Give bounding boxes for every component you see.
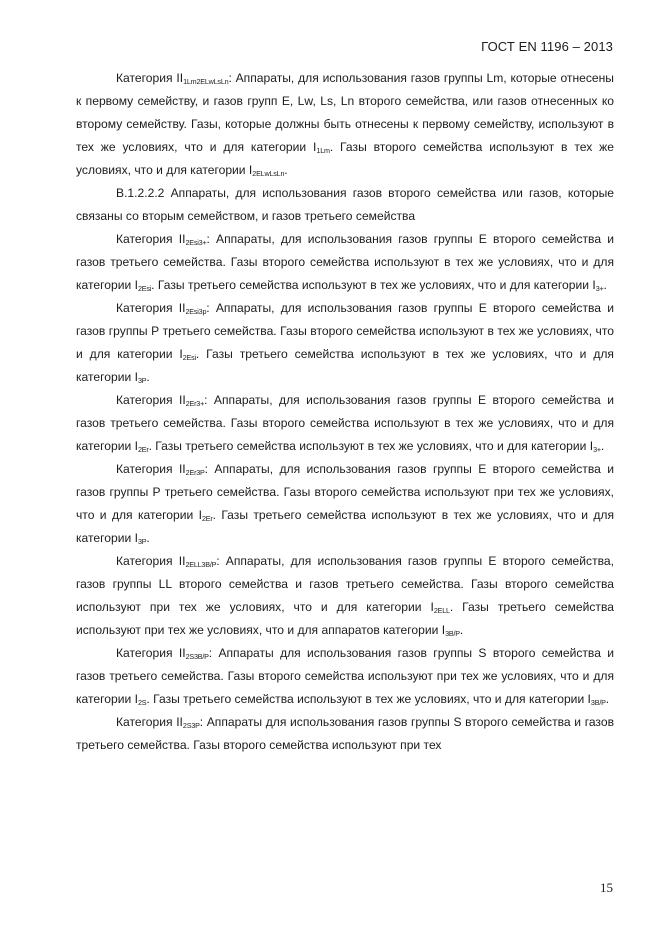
paragraph-text: : Аппараты, для использования газов группы Е второго семейства и газов группы Р третьего семейства. Газы второго семейства используют при тех же условиях, что и для категории I xyxy=(76,462,615,522)
category-subscript: 1Lm xyxy=(316,146,330,155)
category-subscript: 2ELL3B/P xyxy=(185,560,217,569)
paragraph-text: : Аппараты, для использования газов группы Е второго семейства и газов группы Р третьего семейства. Газы второго семейства используют в тех же условиях, что и для категории I xyxy=(76,301,614,361)
category-subscript: 3B/P xyxy=(590,698,606,707)
category-subscript: 2Esi xyxy=(182,353,196,362)
paragraph xyxy=(76,228,614,297)
paragraph-text: . xyxy=(605,692,610,706)
paragraph-text: . xyxy=(600,439,605,453)
category-subscript: 2Esi xyxy=(137,284,152,293)
category-subscript: 2Er3P xyxy=(185,468,205,477)
category-subscript: 2S xyxy=(137,698,147,707)
paragraph-text: . xyxy=(459,623,464,637)
category-subscript: 2Esi3+ xyxy=(185,238,207,247)
paragraph-text: . Газы третьего семейства используют в тех же условиях, что и для категории I xyxy=(146,692,591,706)
category-subscript: 2ELwLsLn xyxy=(252,169,285,178)
paragraph-text: : Аппараты, для использования газов группы Е второго семейства, газов группы LL второго семейства и газов третьего семейства. Газы второго семейства используют при тех же условиях, что и для категории I xyxy=(76,554,614,614)
category-subscript: 2S3P xyxy=(182,721,200,730)
paragraph xyxy=(76,389,614,458)
paragraph-text: . xyxy=(284,163,288,177)
paragraph-text: . xyxy=(603,278,607,292)
category-subscript: 2Er xyxy=(137,445,149,454)
paragraph-text: . xyxy=(146,531,150,545)
page-number: 15 xyxy=(600,880,613,895)
paragraph-text: В.1.2.2.2 Аппараты, для использования газов второго семейства или газов, которые связаны со вторым семейством, и газов третьего семейства xyxy=(76,186,614,223)
paragraph xyxy=(76,458,614,550)
document-header: ГОСТ EN 1196 – 2013 xyxy=(481,39,613,54)
paragraph-text: : Аппараты, для использования газов группы Lm, которые отнесены к первому семейству, и газов групп Е, Lw, Ls, Ln второго семейства, или газов отнесенных ко второму семейству. Газы, которые должны быть отнесены к первому семейству, используют в тех же условиях, что и для категории I xyxy=(76,71,614,154)
category-subscript: 2S3B/P xyxy=(185,652,209,661)
paragraph-text: . Газы третьего семейства используют в тех же условиях, что и для категории I xyxy=(76,347,614,384)
category-subscript: 2Er xyxy=(201,514,213,523)
paragraph-text: Категория II xyxy=(116,646,186,660)
paragraph-text: . Газы третьего семейства используют в тех же условиях, что и для категории I xyxy=(76,508,614,545)
category-subscript: 3P xyxy=(137,537,147,546)
paragraph-text: Категория II xyxy=(116,462,186,476)
paragraph xyxy=(76,182,614,228)
body-text xyxy=(76,67,614,757)
paragraph-text: Категория II xyxy=(116,232,186,246)
category-subscript: 3+ xyxy=(593,445,601,454)
category-subscript: 2Er3+ xyxy=(185,399,205,408)
paragraph-text: . Газы третьего семейства используют в тех же условиях, что и для категории I xyxy=(148,439,594,453)
category-subscript: 2Esi3p xyxy=(185,307,207,316)
paragraph-text: : Аппараты, для использования газов группы Е второго семейства и газов третьего семейства. Газы второго семейства используют в тех же условиях, что и для категории I xyxy=(76,393,614,453)
paragraph-text: . Газы второго семейства используют в тех же условиях, что и для категории I xyxy=(76,140,614,177)
paragraph-text: : Аппараты для использования газов группы S второго семейства и газов третьего семейства. Газы второго семейства используют при тех же условиях, что и для категории I xyxy=(76,646,614,706)
paragraph-text: : Аппараты для использования газов группы S второго семейства и газов третьего семейства. Газы второго семейства используют при тех xyxy=(76,715,614,752)
paragraph xyxy=(76,297,614,389)
paragraph-text: : Аппараты, для использования газов группы Е второго семейства и газов третьего семейства. Газы второго семейства используют в тех же условиях, что и для категории I xyxy=(76,232,615,292)
paragraph xyxy=(76,67,614,182)
paragraph-text: Категория II xyxy=(116,554,186,568)
category-subscript: 3B/P xyxy=(445,629,460,638)
category-subscript: 1Lm2ELwLsLn xyxy=(183,77,229,86)
paragraph-text: Категория II xyxy=(116,715,183,729)
paragraph xyxy=(76,550,614,642)
paragraph xyxy=(76,711,614,757)
paragraph-text: Категория II xyxy=(116,393,186,407)
paragraph-text: . Газы третьего семейства используют при тех же условиях, что и для аппаратов категории I xyxy=(76,600,614,637)
category-subscript: 3+ xyxy=(595,284,604,293)
paragraph-text: Категория II xyxy=(116,301,186,315)
category-subscript: 3P xyxy=(137,376,147,385)
category-subscript: 2ELL xyxy=(433,606,450,615)
paragraph-text: . xyxy=(146,370,150,384)
paragraph xyxy=(76,642,614,711)
paragraph-text: . Газы третьего семейства используют в тех же условиях, что и для категории I xyxy=(151,278,596,292)
paragraph-text: Категория II xyxy=(116,71,184,85)
